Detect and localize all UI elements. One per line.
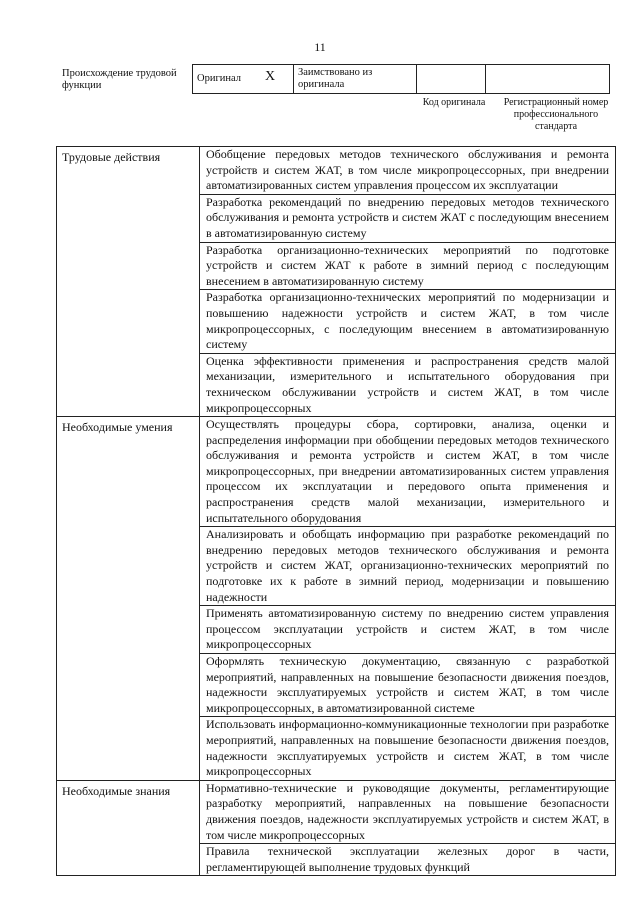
origin-table <box>192 64 610 94</box>
borrowed-cell <box>294 65 417 94</box>
origin-label: Происхождение трудовой функции <box>62 68 177 91</box>
code-caption: Код оригинала <box>422 97 486 108</box>
original-cell <box>193 65 294 94</box>
table-row <box>57 147 616 195</box>
labor-actions-item: Разработка рекомендаций по внедрению передовых методов технического обслуживания и ремонта устройств и систем ЖАТ с последующим внесением в автоматизированную систему <box>200 194 616 242</box>
table-row <box>57 780 616 843</box>
labor-actions-item: Разработка организационно-технических мероприятий по подготовке устройств и систем ЖАТ к работе в зимний период с последующим внесением в автоматизированную систему <box>200 242 616 290</box>
required-knowledge-item: Нормативно-технические и руководящие документы, регламентирующие разработку мероприятий, направленных на повышение безопасности движения поездов, надежности эксплуатируемых устройств и систем ЖАТ, в том числе микропроцессорных <box>200 780 616 843</box>
required-knowledge-title: Необходимые знания <box>57 780 200 876</box>
reg-number-cell <box>486 65 610 94</box>
borrowed-label: Заимствовано из оригинала <box>298 67 373 90</box>
required-skills-title: Необходимые умения <box>57 417 200 781</box>
required-skills-item: Осуществлять процедуры сбора, сортировки, анализа, оценки и распределения информации при обобщении передовых методов технического обслуживания и ремонта устройств и систем ЖАТ, в том числе микропроцессорных, при внедрении автоматизированных систем управления процессом их эксплуатации и передового опыта применения и распространения средств малой механизации, измерительного и испытательного оборудования <box>200 417 616 527</box>
code-cell <box>417 65 486 94</box>
required-skills-item: Оформлять техническую документацию, связанную с разработкой мероприятий, направленных на повышение безопасности движения поездов, надежности эксплуатируемых устройств и систем ЖАТ, в том числе микропроцессорных, в автоматизированной системе <box>200 654 616 717</box>
original-label: Оригинал <box>197 73 241 84</box>
original-mark: X <box>265 69 276 84</box>
table-row <box>57 417 616 527</box>
function-table <box>56 146 616 876</box>
labor-actions-item: Обобщение передовых методов технического обслуживания и ремонта устройств и систем ЖАТ, в том числе микропроцессорных, при внедрении автоматизированных систем управления процессом их эксплуатации <box>200 147 616 195</box>
labor-actions-title: Трудовые действия <box>57 147 200 417</box>
required-knowledge-item: Правила технической эксплуатации железных дорог в части, регламентирующей выполнение трудовых функций <box>200 844 616 876</box>
required-skills-item: Применять автоматизированную систему по внедрению систем управления процессом эксплуатации устройств и систем ЖАТ, в том числе микропроцессорных <box>200 606 616 654</box>
required-skills-item: Использовать информационно-коммуникационные технологии при разработке мероприятий, направленных на повышение безопасности движения поездов, надежности эксплуатируемых устройств и систем ЖАТ, в том числе микропроцессорных <box>200 717 616 780</box>
page-number: 11 <box>314 40 326 54</box>
labor-actions-item: Оценка эффективности применения и распространения средств малой механизации, измерительного и испытательного оборудования при техническом обслуживании устройств и систем ЖАТ, в том числе микропроцессорных <box>200 353 616 416</box>
required-skills-item: Анализировать и обобщать информацию при разработке рекомендаций по внедрению передовых методов технического обслуживания и ремонта устройств и систем ЖАТ, организационно-технических мероприятий по подготовке их к работе в зимний период, модернизации и повышению надежности <box>200 527 616 606</box>
reg-number-caption: Регистрационный номер профессионального стандарта <box>503 97 609 132</box>
labor-actions-item: Разработка организационно-технических мероприятий по модернизации и повышению надежности устройств и систем ЖАТ, в том числе микропроцессорных, с последующим внесением в автоматизированную систему <box>200 290 616 353</box>
